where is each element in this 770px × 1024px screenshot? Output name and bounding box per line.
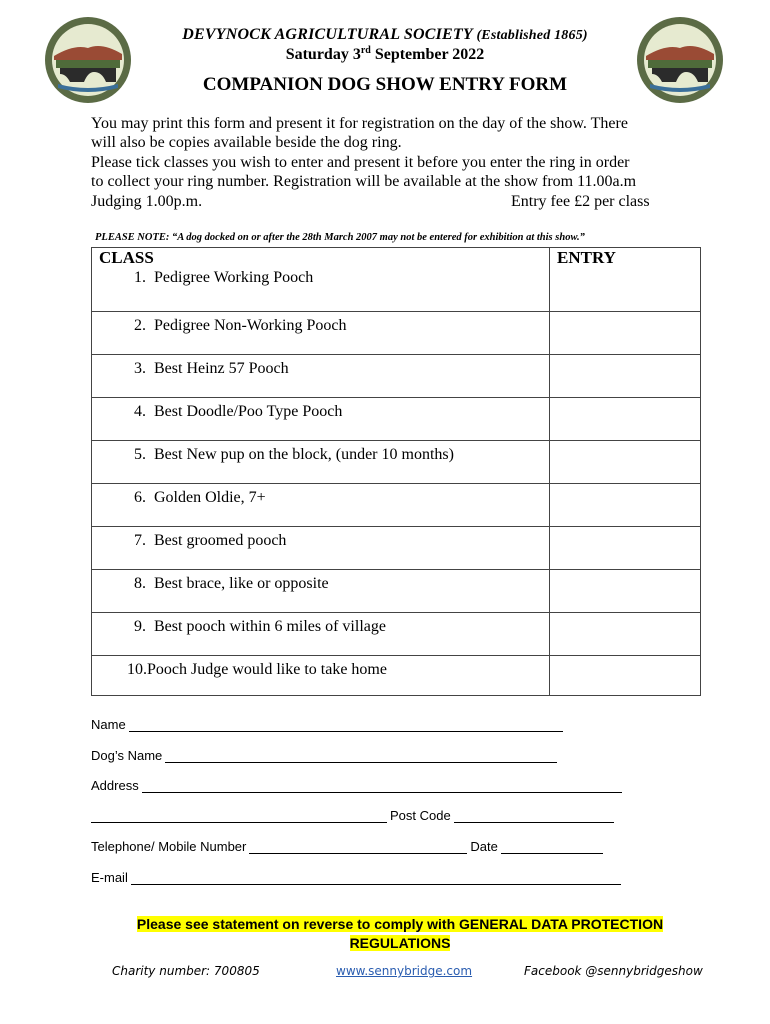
class-number: 4. [134,402,146,420]
table-row [92,311,701,354]
gdpr-line-1: Please see statement on reverse to comply with GENERAL DATA PROTECTION [136,916,664,932]
class-table [91,247,701,696]
table-header-row [92,248,701,269]
dog-name-field[interactable] [165,750,557,763]
entry-tick-box[interactable] [550,526,701,569]
telephone-field[interactable] [249,841,467,854]
class-cell [92,612,550,655]
class-number: 8. [134,574,146,592]
dog-name-row [91,745,560,763]
table-row [92,655,701,695]
gdpr-statement [100,915,700,953]
class-name: Best New pup on the block, (under 10 months) [154,445,454,463]
telephone-date-row [91,836,606,854]
class-number: 6. [134,488,146,506]
website-link[interactable]: www.sennybridge.com [336,964,473,978]
entry-tick-box[interactable] [550,397,701,440]
class-cell [92,655,550,695]
name-field[interactable] [129,719,563,732]
class-number: 5. [134,445,146,463]
docking-note: PLEASE NOTE: “A dog docked on or after the 28th March 2007 may not be entered for exhibition at this show.” [95,232,585,243]
entry-tick-box[interactable] [550,440,701,483]
intro-line-4: to collect your ring number. Registration will be available at the show from 11.00a.m [91,173,637,191]
intro-line-3: Please tick classes you wish to enter and present it before you enter the ring in order [91,153,630,171]
facebook-handle: Facebook @sennybridgeshow [524,964,703,978]
judging-time: Judging 1.00p.m. [91,192,203,210]
entry-tick-box[interactable] [550,655,701,695]
address-field-line-1[interactable] [142,780,622,793]
class-name: Golden Oldie, 7+ [154,488,266,506]
name-row [91,714,566,732]
entry-tick-box[interactable] [550,569,701,612]
date-field[interactable] [501,841,603,854]
society-heading [0,26,770,44]
class-number: 7. [134,531,146,549]
address-postcode-row [91,805,617,823]
class-number: 3. [134,359,146,377]
email-field[interactable] [131,872,621,885]
class-name: Best Doodle/Poo Type Pooch [154,402,343,420]
address-field-line-2[interactable] [91,810,387,823]
class-cell [92,354,550,397]
intro-line-5 [91,192,711,211]
post-code-field[interactable] [454,810,614,823]
show-date-ordinal: rd [360,45,371,56]
entry-tick-box[interactable] [550,311,701,354]
table-row [92,569,701,612]
class-cell [92,526,550,569]
class-name: Pedigree Non-Working Pooch [154,316,347,334]
established-year: (Established 1865) [476,28,588,43]
show-date-suffix: September 2022 [370,46,485,63]
class-number: 10. [127,660,147,678]
entry-tick-box[interactable] [550,354,701,397]
class-cell [92,268,550,311]
intro-text [91,114,711,211]
intro-line-2: will also be copies available beside the dog ring. [91,134,402,152]
telephone-label: Telephone/ Mobile Number [91,839,247,854]
gdpr-line-2: REGULATIONS [349,935,451,951]
class-cell [92,483,550,526]
date-label: Date [470,839,498,854]
entry-tick-box[interactable] [550,268,701,311]
class-number: 2. [134,316,146,334]
class-name: Pooch Judge would like to take home [147,660,387,678]
table-row [92,526,701,569]
name-label: Name [91,717,126,732]
entry-tick-box[interactable] [550,612,701,655]
class-name: Best Heinz 57 Pooch [154,359,289,377]
form-title: COMPANION DOG SHOW ENTRY FORM [202,74,568,95]
class-cell [92,569,550,612]
entry-fee: Entry fee £2 per class [511,192,650,210]
show-date-prefix: Saturday 3 [285,46,361,63]
table-row [92,483,701,526]
show-date [0,46,770,64]
class-name: Pedigree Working Pooch [154,269,314,286]
class-name: Best groomed pooch [154,531,287,549]
table-row [92,612,701,655]
address-row [91,775,625,793]
table-row [92,397,701,440]
address-label: Address [91,778,139,793]
class-cell [92,311,550,354]
society-name: DEVYNOCK AGRICULTURAL SOCIETY [182,26,473,43]
intro-line-1: You may print this form and present it for registration on the day of the show. There [91,115,628,132]
table-row [92,354,701,397]
class-column-header: CLASS [92,248,550,269]
footer [0,964,770,982]
class-cell [92,440,550,483]
class-number: 1. [134,269,146,286]
table-row [92,268,701,311]
email-row [91,867,624,885]
post-code-label: Post Code [390,808,451,823]
class-cell [92,397,550,440]
charity-number: Charity number: 700805 [112,964,260,978]
table-row [92,440,701,483]
class-name: Best brace, like or opposite [154,574,329,592]
entry-column-header: ENTRY [550,248,701,269]
entry-tick-box[interactable] [550,483,701,526]
class-number: 9. [134,617,146,635]
class-name: Best pooch within 6 miles of village [154,617,386,635]
dog-name-label: Dog’s Name [91,748,163,763]
email-label: E-mail [91,870,128,885]
